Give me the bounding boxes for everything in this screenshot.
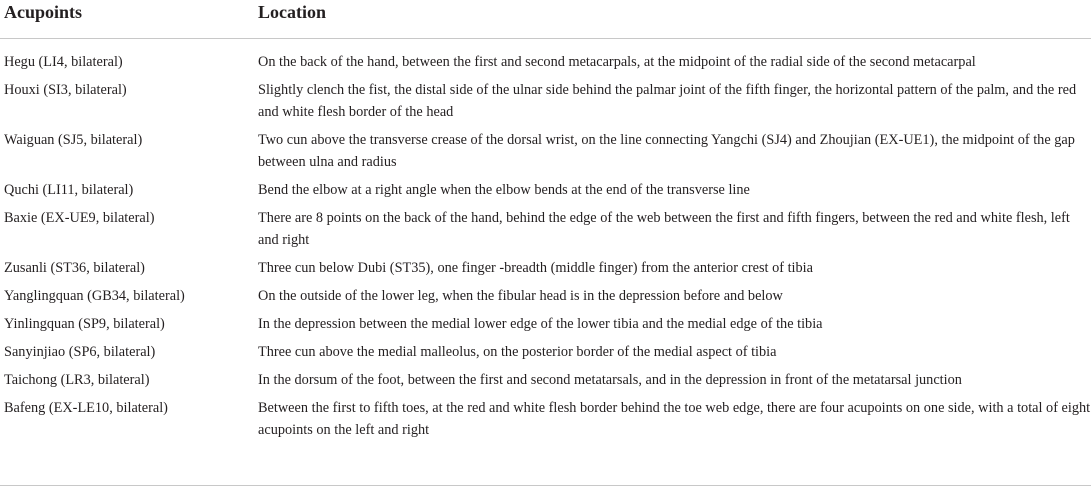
header-location: Location: [258, 0, 1091, 39]
acupoint-cell: Bafeng (EX-LE10, bilateral): [4, 400, 168, 416]
location-cell: Three cun below Dubi (ST35), one finger -breadth (middle finger) from the anterior crest of tibia: [258, 260, 813, 276]
table-row: [0, 257, 1091, 285]
location-cell: Between the first to fifth toes, at the red and white flesh border behind the toe web edge, there are four acupoints on one side, with a total of eight acupoints on the left and right: [258, 400, 1091, 438]
acupoint-cell: Waiguan (SJ5, bilateral): [4, 132, 143, 148]
acupoint-cell: Yanglingquan (GB34, bilateral): [4, 288, 185, 304]
acupoint-cell: Hegu (LI4, bilateral): [4, 54, 123, 70]
table-row: [0, 51, 1091, 79]
location-cell: On the outside of the lower leg, when the fibular head is in the depression before and below: [258, 288, 783, 304]
location-cell: Two cun above the transverse crease of the dorsal wrist, on the line connecting Yangchi (SJ4) and Zhoujian (EX-UE1), the midpoint of the gap between ulna and radius: [258, 132, 1075, 170]
location-cell: In the dorsum of the foot, between the first and second metatarsals, and in the depression in front of the metatarsal junction: [258, 372, 962, 388]
table-row: [0, 341, 1091, 369]
location-cell: In the depression between the medial lower edge of the lower tibia and the medial edge of the tibia: [258, 316, 823, 332]
location-cell: On the back of the hand, between the first and second metacarpals, at the midpoint of the radial side of the second metacarpal: [258, 54, 976, 70]
location-cell: Three cun above the medial malleolus, on the posterior border of the medial aspect of tibia: [258, 344, 777, 360]
header-acupoints: Acupoints: [0, 0, 258, 39]
location-cell: There are 8 points on the back of the hand, behind the edge of the web between the first and fifth fingers, between the red and white flesh, left and right: [258, 210, 1070, 248]
table-header-row: [0, 0, 1091, 39]
table-row: [0, 129, 1091, 179]
acupoint-cell: Houxi (SI3, bilateral): [4, 82, 127, 98]
acupoint-cell: Quchi (LI11, bilateral): [4, 182, 134, 198]
table-row: [0, 313, 1091, 341]
acupoint-cell: Sanyinjiao (SP6, bilateral): [4, 344, 156, 360]
table-row: [0, 369, 1091, 397]
table-row: [0, 397, 1091, 447]
table-bottom-rule: [0, 485, 1091, 486]
table-row: [0, 207, 1091, 257]
table-row: [0, 285, 1091, 313]
acupoint-cell: Yinlingquan (SP9, bilateral): [4, 316, 165, 332]
acupoint-cell: Taichong (LR3, bilateral): [4, 372, 150, 388]
acupoint-cell: Zusanli (ST36, bilateral): [4, 260, 145, 276]
table-row: [0, 179, 1091, 207]
location-cell: Bend the elbow at a right angle when the elbow bends at the end of the transverse line: [258, 182, 750, 198]
table-row: [0, 79, 1091, 129]
acupoint-cell: Baxie (EX-UE9, bilateral): [4, 210, 155, 226]
location-cell: Slightly clench the fist, the distal side of the ulnar side behind the palmar joint of the fifth finger, the horizontal pattern of the palm, and the red and white flesh border of the head: [258, 82, 1077, 120]
